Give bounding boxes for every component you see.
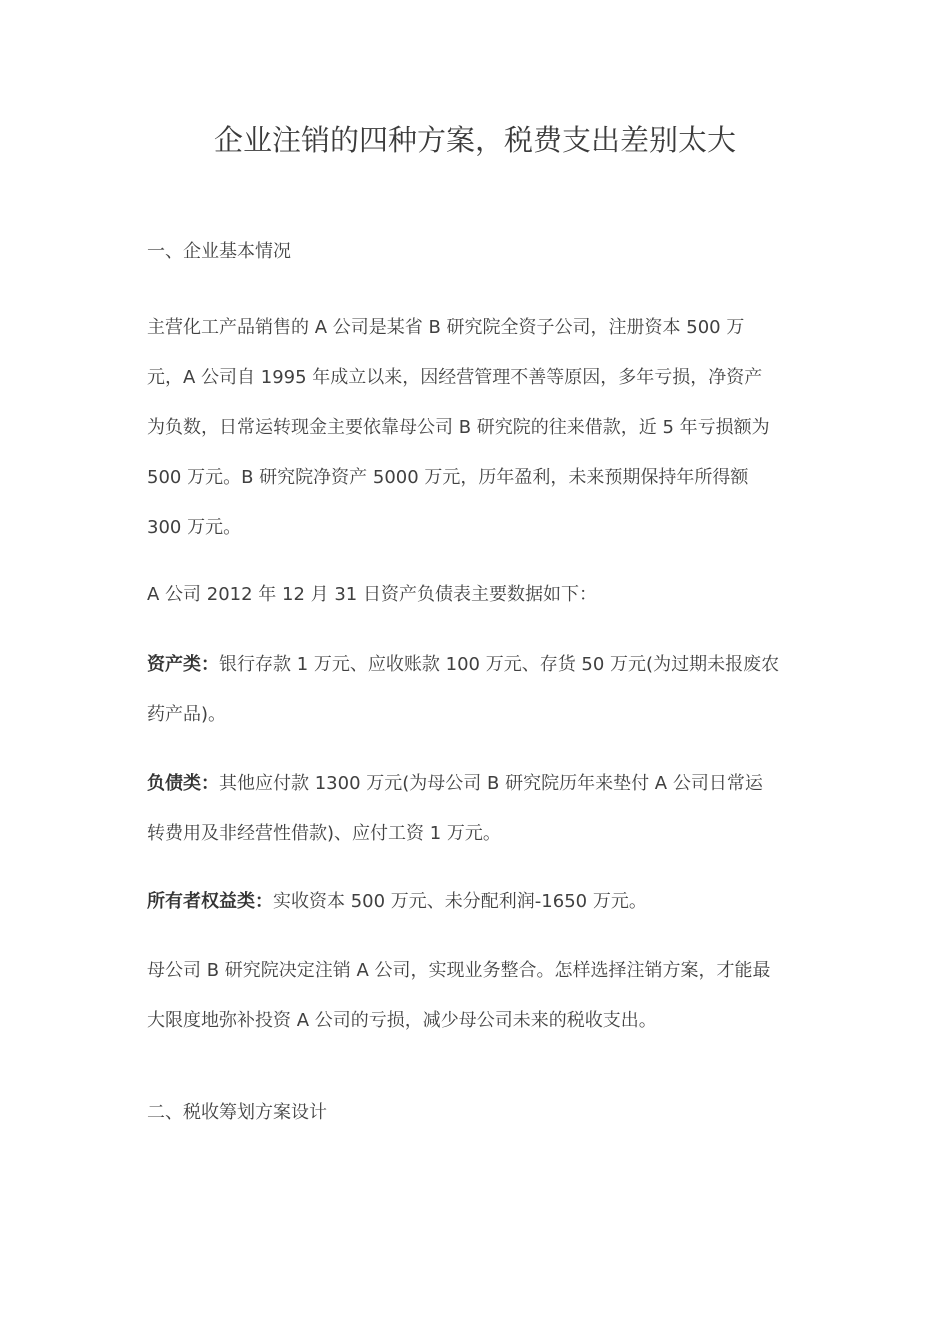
liabilities-line [147, 759, 763, 809]
intro-line: 300 万元。 [147, 517, 242, 538]
equity-label: 所有者权益类： [147, 891, 273, 912]
liabilities-line: 转费用及非经营性借款)、应付工资 1 万元。 [147, 823, 501, 844]
liabilities-text: 其他应付款 1300 万元(为母公司 B 研究院历年来垫付 A 公司日常运 [219, 773, 763, 794]
intro-line: 500 万元。B 研究院净资产 5000 万元，历年盈利，未来预期保持年所得额 [147, 467, 749, 488]
section-2-heading: 二、税收筹划方案设计 [147, 1102, 327, 1123]
balance-sheet-intro: A 公司 2012 年 12 月 31 日资产负债表主要数据如下： [147, 584, 597, 605]
assets-paragraph [147, 640, 779, 740]
intro-line: 为负数，日常运转现金主要依靠母公司 B 研究院的往来借款，近 5 年亏损额为 [147, 417, 770, 438]
document-title: 企业注销的四种方案，税费支出差别太大 [213, 123, 736, 157]
equity-paragraph [147, 877, 647, 927]
assets-text: 银行存款 1 万元、应收账款 100 万元、存货 50 万元(为过期未报废农 [219, 654, 780, 675]
assets-line [147, 640, 779, 690]
equity-text: 实收资本 500 万元、未分配利润-1650 万元。 [273, 891, 647, 912]
intro-paragraph [147, 303, 770, 553]
section-1-heading: 一、企业基本情况 [147, 241, 291, 262]
assets-line: 药产品)。 [147, 704, 227, 725]
assets-label: 资产类： [147, 654, 219, 675]
intro-line: 主营化工产品销售的 A 公司是某省 B 研究院全资子公司，注册资本 500 万 [147, 317, 745, 338]
decision-line: 大限度地弥补投资 A 公司的亏损，减少母公司未来的税收支出。 [147, 1010, 657, 1031]
liabilities-label: 负债类： [147, 773, 219, 794]
intro-line: 元，A 公司自 1995 年成立以来，因经营管理不善等原因，多年亏损，净资产 [147, 367, 763, 388]
equity-line [147, 877, 647, 927]
liabilities-paragraph [147, 759, 763, 859]
decision-paragraph [147, 946, 771, 1046]
decision-line: 母公司 B 研究院决定注销 A 公司，实现业务整合。怎样选择注销方案，才能最 [147, 960, 771, 981]
